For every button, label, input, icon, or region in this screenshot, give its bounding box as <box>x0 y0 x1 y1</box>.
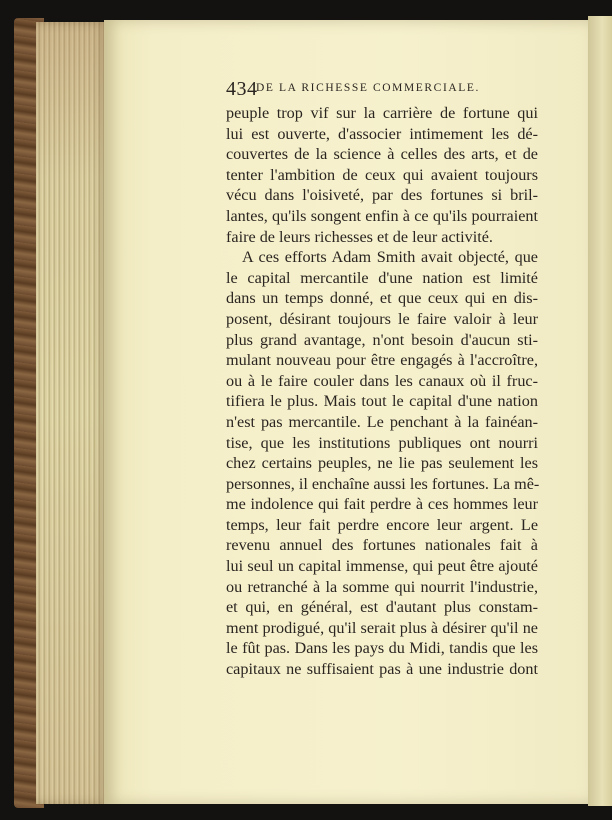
text-line: me indolence qui fait perdre à ces hommes leur <box>226 495 538 514</box>
text-line: A ces efforts Adam Smith avait objecté, que <box>242 248 538 267</box>
text-line: n'est pas mercantile. Le penchant à la fainéan- <box>226 412 538 431</box>
text-line: posent, désirant toujours le faire valoir à leur <box>226 309 538 328</box>
text-line: temps, leur fait perdre encore leur argent. Le <box>226 515 538 534</box>
text-line: le fût pas. Dans les pays du Midi, tandis que les <box>226 639 538 658</box>
text-line: ment prodigué, qu'il serait plus à désirer qu'il ne <box>226 618 538 637</box>
text-line: lui seul un capital immense, qui peut être ajouté <box>226 557 538 576</box>
text-line: personnes, il enchaîne aussi les fortunes. La mê- <box>226 474 540 493</box>
text-line: capitaux ne suffisaient pas à une industrie dont <box>226 660 538 679</box>
text-line: ou retranché à la somme qui nourrit l'industrie, <box>226 577 538 596</box>
running-title: DE LA RICHESSE COMMERCIALE. <box>256 82 481 94</box>
text-line: couvertes de la science à celles des arts, et de <box>226 145 538 164</box>
text-line: ou à le faire couler dans les canaux où il fruc- <box>226 371 538 390</box>
text-line: dans un temps donné, et que ceux qui en dis- <box>226 289 538 308</box>
text-line: faire de leurs richesses et de leur activité. <box>226 227 493 246</box>
facing-page-edge <box>588 16 612 806</box>
page-header <box>226 76 526 106</box>
text-line: le capital mercantile d'une nation est limité <box>226 268 538 287</box>
text-line: tise, que les institutions publiques ont nourri <box>226 433 538 452</box>
text-line: lui est ouverte, d'associer intimement les dé- <box>226 124 538 143</box>
text-line: revenu annuel des fortunes nationales fait à <box>226 536 538 555</box>
text-line: plus grand avantage, n'ont besoin d'aucun sti- <box>226 330 538 349</box>
text-line: tenter l'ambition de ceux qui avaient toujours <box>226 165 538 184</box>
text-line: tifiera le plus. Mais tout le capital d'une nation <box>226 392 538 411</box>
text-line: mulant nouveau pour être engagés à l'accroître, <box>226 351 538 370</box>
text-line: peuple trop vif sur la carrière de fortune qui <box>226 104 538 122</box>
page-body-text <box>226 103 538 680</box>
text-line: lantes, qu'ils songent enfin à ce qu'ils pourraient <box>226 206 538 225</box>
text-line: et qui, en général, est d'autant plus constam- <box>226 598 538 617</box>
text-line: vécu dans l'oisiveté, par des fortunes si bril- <box>226 186 538 205</box>
page-number: 434 <box>226 78 258 100</box>
text-line: chez certains peuples, ne lie pas seulement les <box>226 454 538 473</box>
page-fore-edge <box>36 22 108 804</box>
